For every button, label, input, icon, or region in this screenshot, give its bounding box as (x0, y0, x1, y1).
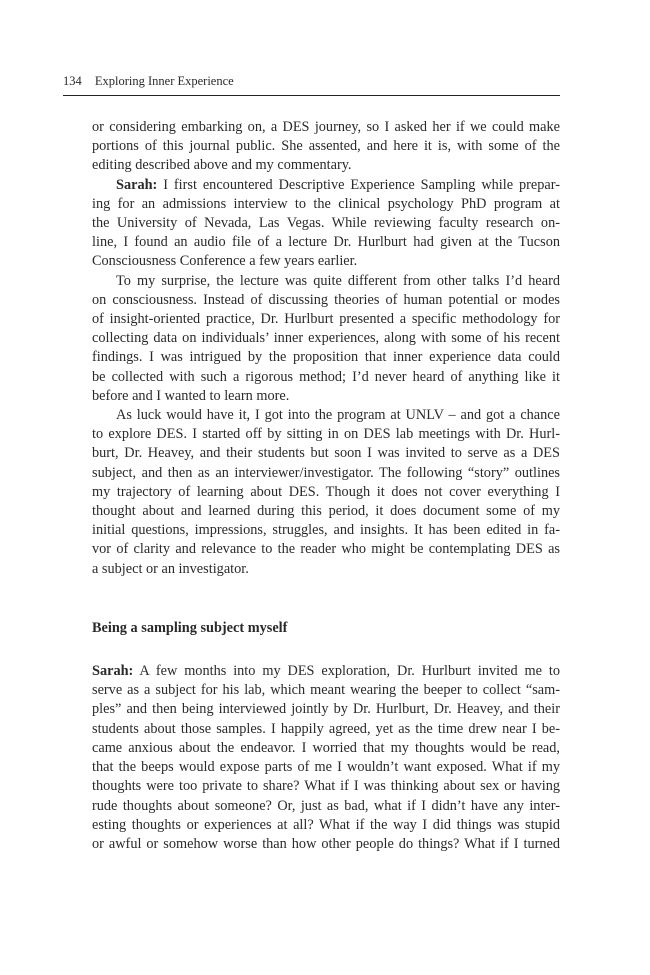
text-line: or considering embarking on, a DES journey, so I asked her if we could make (92, 119, 560, 135)
text-line: ing for an admissions interview to the clinical psychology PhD program at (92, 195, 560, 212)
paragraph (92, 272, 560, 406)
paragraph (92, 176, 560, 272)
text-line: a subject or an investigator. (92, 560, 249, 577)
text-line: thoughts were too private to share? What if I was thinking about sex or having (92, 778, 560, 795)
text-line: esting thoughts or experiences at all? What if the way I did things was stupid (92, 816, 560, 833)
text-line: Sarah: A few months into my DES exploration, Dr. Hurlburt invited me to (92, 663, 560, 680)
text-line: students about those samples. I happily agreed, yet as the time drew near I be- (92, 720, 560, 737)
text-line: As luck would have it, I got into the program at UNLV – and got a chance (116, 407, 560, 424)
text-line: came anxious about the endeavor. I worried that my thoughts would be read, (92, 739, 560, 756)
text-line: on consciousness. Instead of discussing theories of human potential or modes (92, 291, 560, 308)
text-line: that the beeps would expose parts of me I wouldn’t want exposed. What if my (92, 759, 560, 776)
section-heading: Being a sampling subject myself (92, 619, 288, 636)
text-line: burt, Dr. Heavey, and their students but soon I was invited to serve as a DES (92, 445, 560, 462)
text-line: initial questions, impressions, struggles, and insights. It has been edited in fa- (92, 522, 560, 539)
running-head-title: Exploring Inner Experience (94, 74, 234, 88)
text-line: serve as a subject for his lab, which meant wearing the beeper to collect “sam- (92, 682, 560, 699)
text-line: Consciousness Conference a few years earlier. (92, 253, 358, 270)
text-line: of insight-oriented practice, Dr. Hurlburt presented a specific methodology for (92, 311, 560, 328)
speaker-label: Sarah: (116, 176, 158, 193)
text-line: portions of this journal public. She assented, and here it is, with some of the (92, 138, 560, 155)
text-line: Sarah: I first encountered Descriptive Experience Sampling while prepar- (116, 176, 560, 193)
text-line: findings. I was intrigued by the proposition that inner experience data could (92, 349, 560, 366)
text-line: before and I wanted to learn more. (92, 387, 290, 404)
text-line: vor of clarity and relevance to the reader who might be contemplating DES as (92, 541, 560, 558)
paragraph (92, 406, 560, 579)
text-line: thought about and learned during this period, it does document some of my (92, 503, 560, 520)
text-line: editing described above and my commentary. (92, 157, 352, 174)
page-number: 134 (63, 74, 82, 88)
text-line: rude thoughts about someone? Or, just as bad, what if I didn’t have any inter- (92, 797, 560, 814)
paragraphs (92, 118, 560, 579)
text-line: my trajectory of learning about DES. Though it does not cover everything I (92, 483, 560, 500)
text-line: collecting data on individuals’ inner experiences, along with some of his recent (92, 330, 560, 347)
text-line: To my surprise, the lecture was quite different from other talks I’d heard (116, 272, 560, 289)
text-line: line, I found an audio file of a lecture Dr. Hurlburt had given at the Tucson (92, 234, 560, 251)
text-line: be collected with such a rigorous method; I’d never heard of anything like it (92, 368, 560, 385)
text-line: or awful or somehow worse than how other people do things? What if I turned (92, 835, 560, 852)
section-paragraphs (92, 662, 560, 854)
paragraph (92, 118, 560, 176)
paragraph (92, 662, 560, 854)
body-text (92, 118, 560, 854)
text-line: the University of Nevada, Las Vegas. While reviewing faculty research on- (92, 215, 560, 232)
speaker-label: Sarah: (92, 663, 134, 680)
text-line: ples” and then being interviewed jointly by Dr. Hurlburt, Dr. Heavey, and their (92, 701, 560, 718)
running-head (63, 72, 560, 96)
text-line: to explore DES. I started off by sitting in on DES lab meetings with Dr. Hurl- (92, 426, 560, 443)
text-line: subject, and then as an interviewer/investigator. The following “story” outlines (92, 464, 560, 481)
